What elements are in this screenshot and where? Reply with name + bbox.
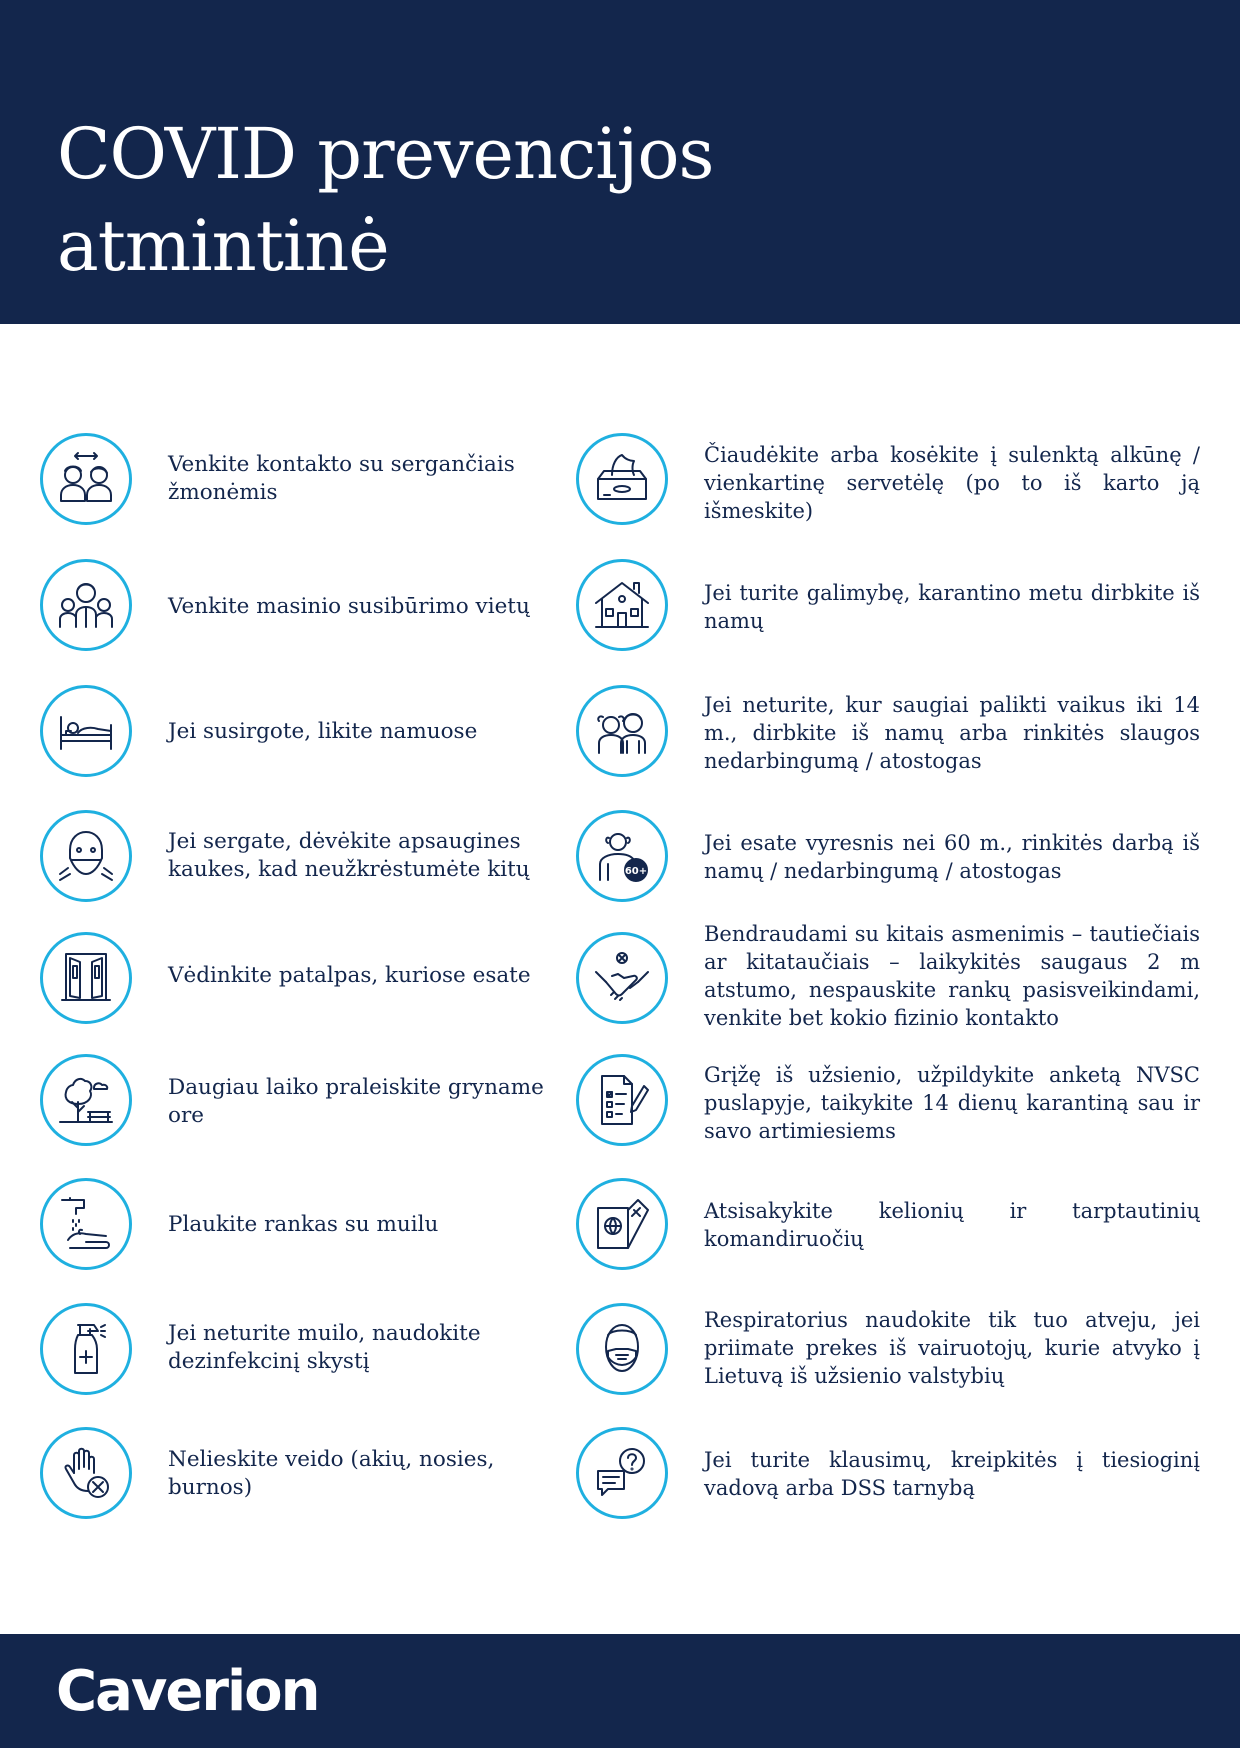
hand-washing-icon: [40, 1178, 132, 1270]
senior-60-icon: [576, 810, 668, 902]
mask-face-icon: [40, 810, 132, 902]
no-handshake-icon: [576, 932, 668, 1024]
form-checklist-icon: [576, 1054, 668, 1146]
item-text: Daugiau laiko praleiskite gryname ore: [168, 1075, 544, 1128]
header-banner: [0, 0, 1240, 324]
item-text: Jei turite galimybę, karantino metu dirbkite iš namų: [704, 581, 1200, 633]
item-text: Jei turite klausimų, kreipkitės į tiesioginį vadovą arba DSS tarnybą: [704, 1448, 1200, 1500]
page-title: [57, 108, 713, 292]
passport-ticket-icon: [576, 1178, 668, 1270]
home-icon: [576, 559, 668, 651]
sanitizer-spray-icon: [40, 1303, 132, 1395]
item-text: Jei neturite, kur saugiai palikti vaikus iki 14 m., dirbkite iš namų arba rinkitės slaugos nedarbingumą / atostogas: [704, 693, 1200, 773]
children-icon: [576, 685, 668, 777]
people-distance-icon: [40, 433, 132, 525]
item-text: Vėdinkite patalpas, kuriose esate: [168, 963, 531, 988]
crowd-icon: [40, 559, 132, 651]
item-text: Bendraudami su kitais asmenimis – tautiečiais ar kitataučiais – laikykitės saugaus 2 m atstumo, nespauskite rankų pasisveikindami, venkite bet kokio fizinio kontakto: [704, 922, 1200, 1030]
question-chat-icon: [576, 1427, 668, 1519]
item-text: Atsisakykite kelionių ir tarptautinių komandiruočių: [704, 1199, 1200, 1251]
respirator-face-icon: [576, 1303, 668, 1395]
item-text: Nelieskite veido (akių, nosies, burnos): [168, 1447, 495, 1500]
item-text: Venkite kontakto su sergančiais žmonėmis: [168, 452, 515, 505]
caverion-logo: Caverion: [56, 1659, 319, 1724]
item-text: Jei neturite muilo, naudokite dezinfekcinį skystį: [168, 1321, 481, 1374]
age-badge: 60+: [624, 866, 648, 877]
title-line-2: atmintinė: [57, 205, 389, 287]
item-text: Čiaudėkite arba kosėkite į sulenktą alkūnę / vienkartinę servetėlę (po to iš karto ją išmeskite): [704, 443, 1200, 523]
item-text: Jei susirgote, likite namuose: [168, 719, 478, 744]
person-in-bed-icon: [40, 685, 132, 777]
item-text: Plaukite rankas su muilu: [168, 1212, 439, 1237]
park-tree-bench-icon: [40, 1054, 132, 1146]
item-text: Jei esate vyresnis nei 60 m., rinkitės darbą iš namų / nedarbingumą / atostogas: [704, 831, 1200, 883]
open-window-icon: [40, 932, 132, 1024]
item-text: Venkite masinio susibūrimo vietų: [168, 594, 530, 619]
no-touch-hand-icon: [40, 1427, 132, 1519]
item-text: Respiratorius naudokite tik tuo atveju, jei priimate prekes iš vairuotojų, kurie atvyko į Lietuvą iš užsienio valstybių: [704, 1308, 1200, 1388]
tissue-box-icon: [576, 433, 668, 525]
item-text: Jei sergate, dėvėkite apsaugines kaukes, kad neužkrėstumėte kitų: [168, 829, 530, 882]
title-line-1: COVID prevencijos: [57, 113, 714, 195]
item-text: Grįžę iš užsienio, užpildykite anketą NVSC puslapyje, taikykite 14 dienų karantiną sau ir savo artimiesiems: [704, 1063, 1200, 1143]
